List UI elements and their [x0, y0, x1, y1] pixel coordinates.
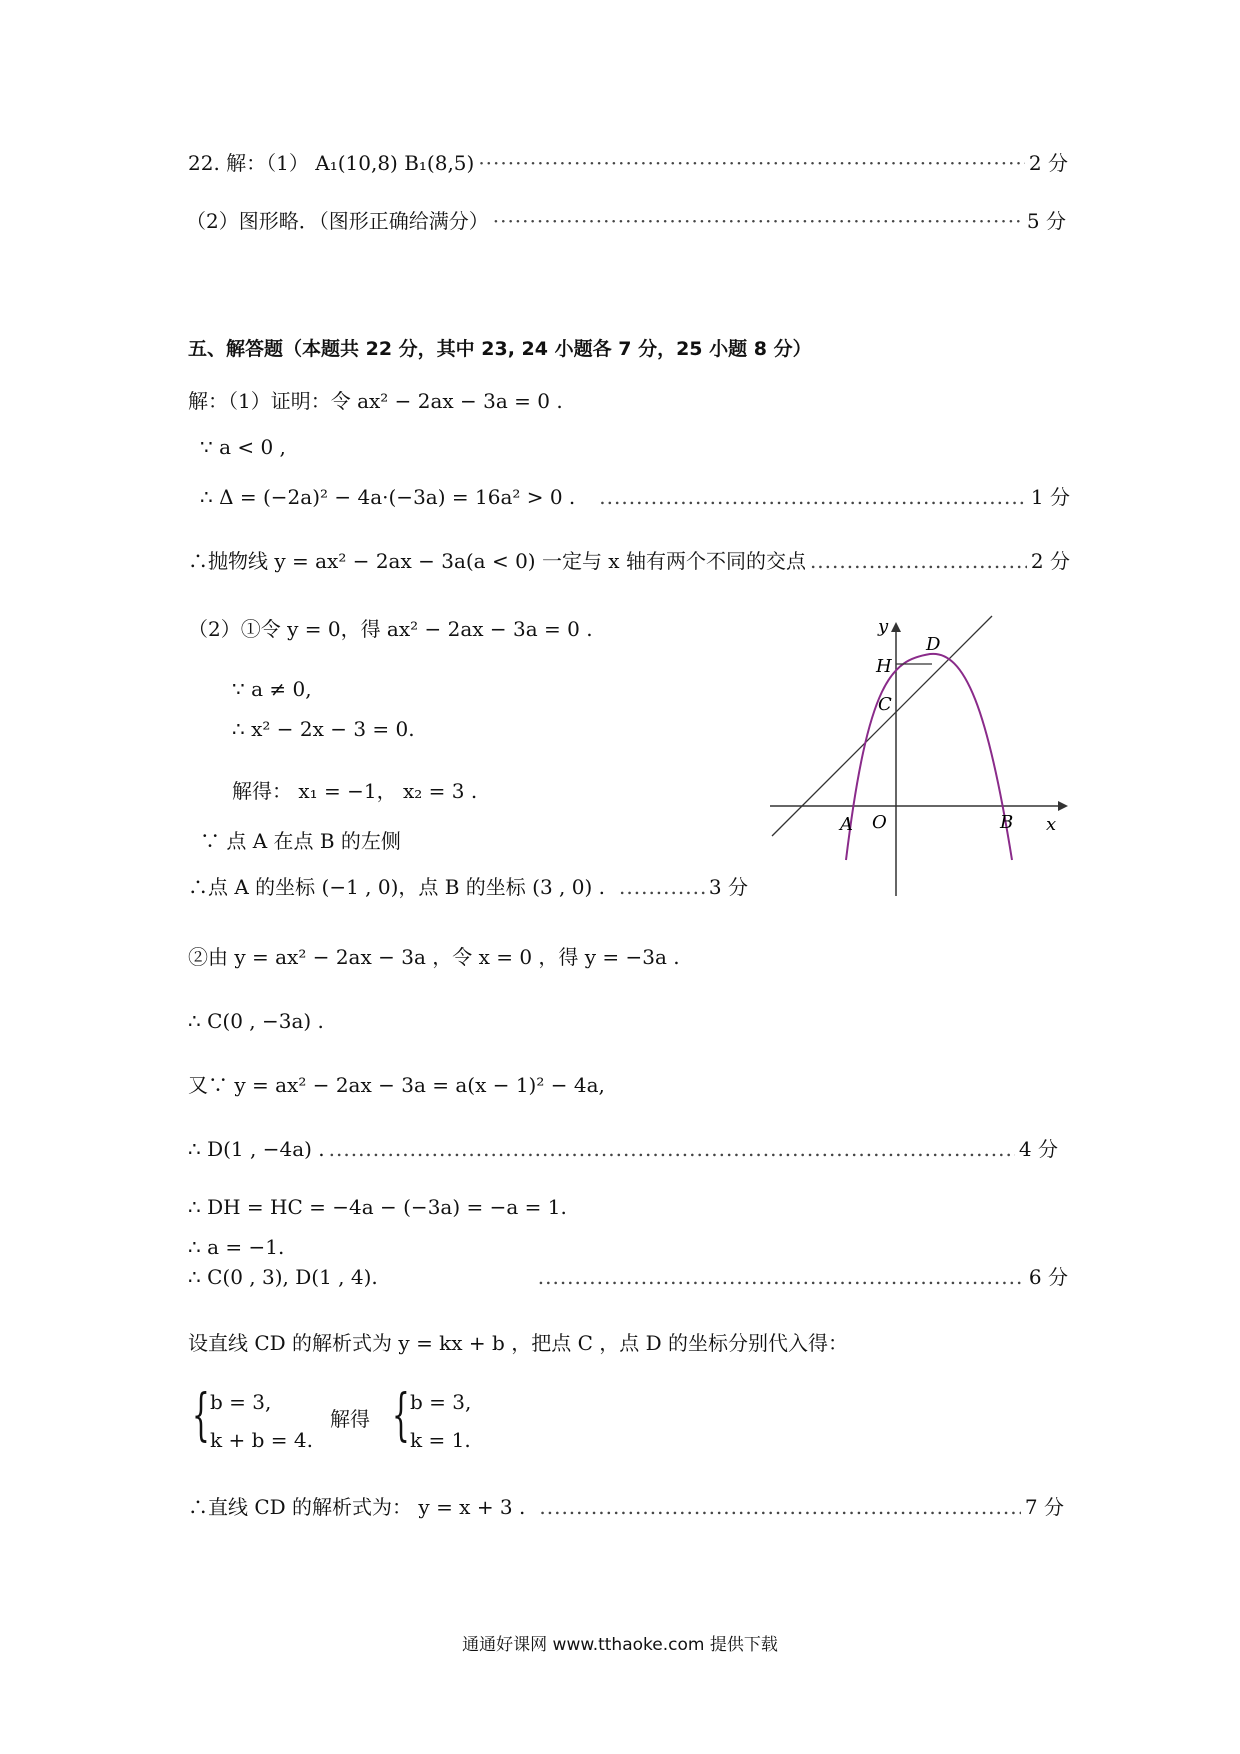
- leader-dots: [810, 548, 1027, 574]
- footer: 通通好课网 www.tthaoke.com 提供下载: [462, 1635, 778, 1655]
- q22-line2-text: （2）图形略．（图形正确给满分）: [186, 209, 489, 233]
- section-heading: 五、解答题（本题共 22 分，其中 23, 24 小题各 7 分，25 小题 8 分）: [188, 338, 812, 360]
- part2-line7: ②由 y = ax² − 2ax − 3a ，令 x = 0 ，得 y = −3a .: [188, 945, 680, 969]
- part1-line4: [188, 548, 1070, 574]
- part1-line4-text: ∴抛物线 y = ax² − 2ax − 3a(a < 0) 一定与 x 轴有两个不同的交点: [188, 549, 806, 573]
- q22-line1: [188, 150, 1068, 176]
- score: 7 分: [1024, 1495, 1064, 1519]
- brace-glyph: {: [192, 1383, 210, 1448]
- part2-line11: ∴ DH = HC = −4a − (−3a) = −a = 1.: [188, 1195, 567, 1219]
- brace-glyph: {: [392, 1383, 410, 1448]
- system1-eq2: k + b = 4.: [210, 1428, 313, 1452]
- leader-dots: [599, 484, 1027, 510]
- part2-line4: 解得： x₁ = −1， x₂ = 3 .: [232, 779, 478, 803]
- leader-dots: [539, 1494, 1021, 1520]
- label-a: A: [840, 814, 853, 835]
- score: 3 分: [708, 875, 748, 899]
- part2-line10-text: ∴ D(1 , −4a) .: [188, 1137, 325, 1161]
- q22-line2: [186, 208, 1066, 234]
- leader-dots: [493, 208, 1023, 234]
- label-c: C: [878, 694, 892, 715]
- score: 4 分: [1018, 1137, 1058, 1161]
- score: 2 分: [1028, 151, 1068, 175]
- part2-line9: 又∵ y = ax² − 2ax − 3a = a(x − 1)² − 4a,: [188, 1073, 605, 1097]
- solve-word: 解得: [330, 1407, 370, 1431]
- line-cd: [772, 616, 992, 836]
- part2-line5: ∵ 点 A 在点 B 的左侧: [200, 829, 401, 853]
- system2-eq2: k = 1.: [410, 1428, 471, 1452]
- score: 5 分: [1026, 209, 1066, 233]
- label-b: B: [1000, 812, 1014, 833]
- part1-line2: ∵ a < 0 ,: [200, 435, 286, 459]
- parabola-curve: [846, 654, 1012, 860]
- q22-line1-text: 22. 解：（1） A₁(10,8) B₁(8,5): [188, 151, 475, 175]
- score: 1 分: [1030, 485, 1070, 509]
- label-h: H: [876, 656, 892, 677]
- leader-dots: [619, 874, 705, 900]
- leader-dots: [478, 150, 1025, 176]
- part2-line15-text: ∴直线 CD 的解析式为： y = x + 3 .: [188, 1495, 526, 1519]
- part1-line3-text: ∴ Δ = (−2a)² − 4a·(−3a) = 16a² > 0 .: [200, 485, 576, 509]
- part2-line13: [188, 1264, 1068, 1290]
- part2-line2: ∵ a ≠ 0,: [232, 677, 312, 701]
- part2-line6: [188, 874, 748, 900]
- part2-line6-text: ∴点 A 的坐标 (−1 , 0)，点 B 的坐标 (3 , 0) .: [188, 875, 606, 899]
- system2-eq1: b = 3,: [410, 1390, 472, 1414]
- label-y: y: [878, 616, 889, 637]
- equation-system-1: [192, 1383, 313, 1458]
- part2-line1: （2）①令 y = 0，得 ax² − 2ax − 3a = 0 .: [188, 617, 593, 641]
- part1-line3: [200, 484, 1070, 510]
- label-d: D: [926, 634, 941, 655]
- score: 6 分: [1028, 1265, 1068, 1289]
- part1-line1: 解：（1）证明：令 ax² − 2ax − 3a = 0 .: [188, 389, 563, 413]
- part2-line10: [188, 1136, 1058, 1162]
- label-o: O: [872, 812, 887, 833]
- score: 2 分: [1030, 549, 1070, 573]
- part2-line12: ∴ a = −1.: [188, 1235, 285, 1259]
- parabola-figure: [760, 600, 1070, 900]
- equation-system-2: [392, 1383, 512, 1458]
- label-x: x: [1046, 814, 1057, 835]
- leader-dots: [538, 1264, 1025, 1290]
- part2-line13-text: ∴ C(0 , 3), D(1 , 4).: [188, 1265, 378, 1289]
- part2-line14: 设直线 CD 的解析式为 y = kx + b ，把点 C ，点 D 的坐标分别代入得：: [188, 1331, 848, 1355]
- part2-line8: ∴ C(0 , −3a) .: [188, 1009, 324, 1033]
- part2-line15: [188, 1494, 1064, 1520]
- y-axis-arrow: [891, 622, 901, 632]
- system1-eq1: b = 3,: [210, 1390, 272, 1414]
- x-axis-arrow: [1058, 801, 1068, 811]
- leader-dots: [329, 1136, 1015, 1162]
- part2-line3: ∴ x² − 2x − 3 = 0.: [232, 717, 415, 741]
